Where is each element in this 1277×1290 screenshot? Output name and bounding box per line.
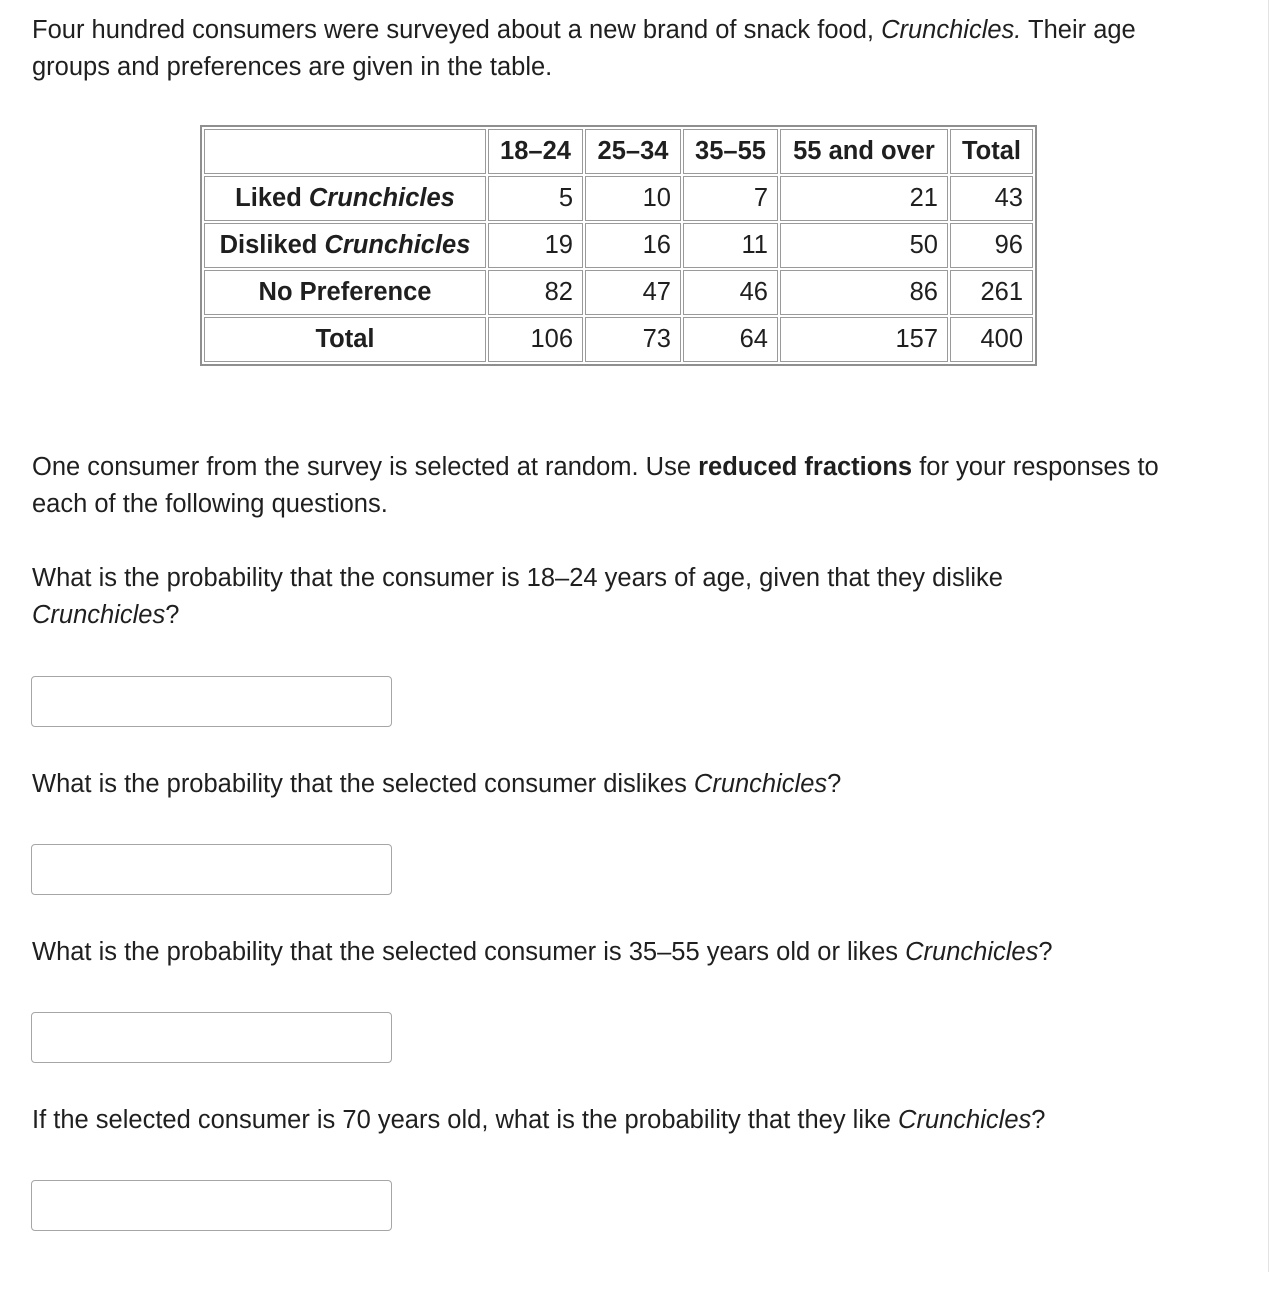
row-label-disliked: Disliked Crunchicles: [204, 223, 486, 268]
answer-input-1[interactable]: [31, 676, 392, 727]
table-cell: 11: [683, 223, 778, 268]
table-cell: 261: [950, 270, 1033, 315]
table-cell: 19: [488, 223, 583, 268]
column-header-25-34: 25–34: [585, 129, 681, 174]
question-1: What is the probability that the consumer is 18–24 years of age, given that they dislike Crunchicles?: [32, 564, 1003, 629]
table-cell: 157: [780, 317, 948, 362]
row-label-no-preference: No Preference: [204, 270, 486, 315]
column-header-55-and-over: 55 and over: [780, 129, 948, 174]
question-4: If the selected consumer is 70 years old, what is the probability that they like Crunchicles?: [32, 1106, 1046, 1134]
table-cell: 86: [780, 270, 948, 315]
column-header-18-24: 18–24: [488, 129, 583, 174]
answer-input-2[interactable]: [31, 844, 392, 895]
intro-text: Four hundred consumers were surveyed about a new brand of snack food,: [32, 16, 882, 44]
table-cell: 5: [488, 176, 583, 221]
table-cell: 21: [780, 176, 948, 221]
intro-brand-name: Crunchicles.: [881, 16, 1022, 44]
answer-input-4[interactable]: [31, 1180, 392, 1231]
table-cell: 400: [950, 317, 1033, 362]
column-header-35-55: 35–55: [683, 129, 778, 174]
table-header-row: [204, 129, 1033, 174]
table-row-liked: [204, 176, 1033, 221]
table-row-no-preference: [204, 270, 1033, 315]
table-cell: 96: [950, 223, 1033, 268]
survey-table: [200, 125, 1037, 366]
answer-input-3[interactable]: [31, 1012, 392, 1063]
instructions-paragraph: One consumer from the survey is selected at random. Use reduced fractions for your responses to each of the following questions.: [32, 453, 1159, 518]
column-header-total: Total: [950, 129, 1033, 174]
table-cell: 16: [585, 223, 681, 268]
table-cell: 64: [683, 317, 778, 362]
row-label-total: Total: [204, 317, 486, 362]
table-cell: 73: [585, 317, 681, 362]
table-cell: 46: [683, 270, 778, 315]
intro-paragraph: [32, 12, 1212, 86]
question-2: What is the probability that the selected consumer dislikes Crunchicles?: [32, 770, 842, 798]
instructions-emphasis: reduced fractions: [698, 453, 913, 481]
table-corner-cell: [204, 129, 486, 174]
table-cell: 10: [585, 176, 681, 221]
table-cell: 7: [683, 176, 778, 221]
question-3: What is the probability that the selected consumer is 35–55 years old or likes Crunchicles?: [32, 938, 1053, 966]
page-right-border: [1268, 0, 1269, 1272]
table-row-disliked: [204, 223, 1033, 268]
table-cell: 106: [488, 317, 583, 362]
table-cell: 43: [950, 176, 1033, 221]
intro-text-end: Their age groups and preferences are given in the table.: [32, 16, 1136, 81]
table-row-total: [204, 317, 1033, 362]
table-cell: 82: [488, 270, 583, 315]
table-cell: 50: [780, 223, 948, 268]
table-cell: 47: [585, 270, 681, 315]
row-label-liked: Liked Crunchicles: [204, 176, 486, 221]
